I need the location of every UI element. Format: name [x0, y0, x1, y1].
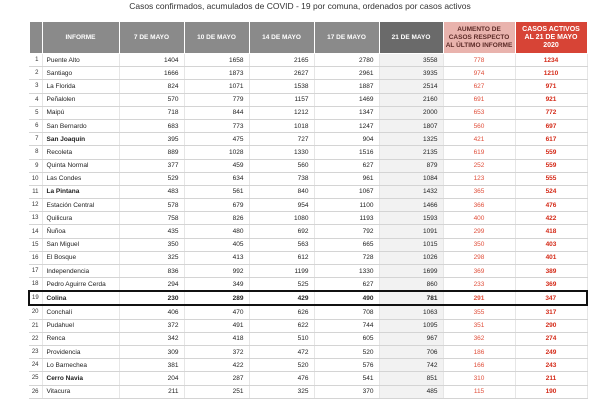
- value-may7: 204: [119, 372, 184, 385]
- value-may17: 1330: [314, 265, 379, 278]
- value-may14: 560: [249, 159, 314, 172]
- value-may21: 860: [379, 278, 443, 292]
- value-may14: 1330: [249, 146, 314, 159]
- table-row: [29, 159, 587, 172]
- table-body: [29, 54, 587, 399]
- table-row: [29, 251, 587, 264]
- value-active-cases: 1210: [515, 67, 587, 80]
- value-may21: 1466: [379, 199, 443, 212]
- value-may7: 889: [119, 146, 184, 159]
- value-increase: 653: [443, 106, 515, 119]
- comuna-name: La Florida: [42, 80, 119, 93]
- value-may17: 1247: [314, 119, 379, 132]
- row-index: 2: [29, 67, 42, 80]
- value-may10: 992: [184, 265, 249, 278]
- header-may17: 17 DE MAYO: [314, 22, 379, 54]
- comuna-name: Recoleta: [42, 146, 119, 159]
- value-increase: 310: [443, 372, 515, 385]
- table-row: [29, 93, 587, 106]
- value-increase: 252: [443, 159, 515, 172]
- row-index: 11: [29, 185, 42, 198]
- value-may10: 480: [184, 225, 249, 238]
- value-may17: 665: [314, 238, 379, 251]
- comuna-name: Renca: [42, 332, 119, 345]
- row-index: 6: [29, 119, 42, 132]
- header-may21: 21 DE MAYO: [379, 22, 443, 54]
- value-active-cases: 290: [515, 319, 587, 332]
- value-may17: 1469: [314, 93, 379, 106]
- value-may21: 1095: [379, 319, 443, 332]
- value-may21: 1026: [379, 251, 443, 264]
- value-may7: 683: [119, 119, 184, 132]
- value-may10: 826: [184, 212, 249, 225]
- table-row: [29, 119, 587, 132]
- row-index: 13: [29, 212, 42, 225]
- row-index: 20: [29, 305, 42, 319]
- header-may7: 7 DE MAYO: [119, 22, 184, 54]
- row-index: 23: [29, 345, 42, 358]
- value-may10: 251: [184, 385, 249, 398]
- comuna-name: San Joaquín: [42, 133, 119, 146]
- value-may10: 561: [184, 185, 249, 198]
- value-active-cases: 617: [515, 133, 587, 146]
- value-active-cases: 369: [515, 278, 587, 292]
- value-active-cases: 772: [515, 106, 587, 119]
- comuna-name: San Bernardo: [42, 119, 119, 132]
- table-row: [29, 225, 587, 238]
- comuna-name: Colina: [42, 291, 119, 305]
- value-may10: 418: [184, 332, 249, 345]
- value-may21: 781: [379, 291, 443, 305]
- value-may17: 605: [314, 332, 379, 345]
- value-active-cases: 971: [515, 80, 587, 93]
- value-may14: 612: [249, 251, 314, 264]
- value-may14: 1018: [249, 119, 314, 132]
- table-row: [29, 212, 587, 225]
- header-active-cases: CASOS ACTIVOS AL 21 DE MAYO 2020: [515, 22, 587, 54]
- comuna-name: Conchalí: [42, 305, 119, 319]
- value-may21: 851: [379, 372, 443, 385]
- value-may17: 2780: [314, 54, 379, 67]
- value-may10: 634: [184, 172, 249, 185]
- value-active-cases: 190: [515, 385, 587, 398]
- value-may7: 211: [119, 385, 184, 398]
- value-may7: 758: [119, 212, 184, 225]
- value-may14: 1199: [249, 265, 314, 278]
- value-may14: 626: [249, 305, 314, 319]
- value-active-cases: 476: [515, 199, 587, 212]
- value-active-cases: 403: [515, 238, 587, 251]
- table-row: [29, 133, 587, 146]
- value-may17: 708: [314, 305, 379, 319]
- value-may14: 840: [249, 185, 314, 198]
- row-index: 1: [29, 54, 42, 67]
- table-row: [29, 54, 587, 67]
- value-may10: 470: [184, 305, 249, 319]
- row-index: 4: [29, 93, 42, 106]
- value-increase: 362: [443, 332, 515, 345]
- value-increase: 560: [443, 119, 515, 132]
- value-may10: 289: [184, 291, 249, 305]
- value-may21: 1432: [379, 185, 443, 198]
- value-may10: 844: [184, 106, 249, 119]
- value-may10: 287: [184, 372, 249, 385]
- value-may14: 738: [249, 172, 314, 185]
- value-increase: 778: [443, 54, 515, 67]
- value-increase: 627: [443, 80, 515, 93]
- value-active-cases: 274: [515, 332, 587, 345]
- table-row: [29, 359, 587, 372]
- table-row: [29, 185, 587, 198]
- value-may14: 520: [249, 359, 314, 372]
- comuna-name: Cerro Navia: [42, 372, 119, 385]
- value-active-cases: 418: [515, 225, 587, 238]
- value-increase: 365: [443, 185, 515, 198]
- row-index: 16: [29, 251, 42, 264]
- value-active-cases: 697: [515, 119, 587, 132]
- comuna-name: Las Condes: [42, 172, 119, 185]
- value-may21: 1325: [379, 133, 443, 146]
- value-increase: 421: [443, 133, 515, 146]
- value-may14: 429: [249, 291, 314, 305]
- row-index: 10: [29, 172, 42, 185]
- table-row: [29, 265, 587, 278]
- value-may14: 692: [249, 225, 314, 238]
- value-may10: 679: [184, 199, 249, 212]
- table-row: [29, 172, 587, 185]
- header-informe: INFORME: [42, 22, 119, 54]
- table-row: [29, 238, 587, 251]
- value-may7: 350: [119, 238, 184, 251]
- value-active-cases: 401: [515, 251, 587, 264]
- comuna-name: Vitacura: [42, 385, 119, 398]
- header-may10: 10 DE MAYO: [184, 22, 249, 54]
- comuna-name: Lo Barnechea: [42, 359, 119, 372]
- table-row: [29, 332, 587, 345]
- value-may21: 1593: [379, 212, 443, 225]
- value-increase: 974: [443, 67, 515, 80]
- comuna-name: Independencia: [42, 265, 119, 278]
- value-may14: 1157: [249, 93, 314, 106]
- value-may7: 372: [119, 319, 184, 332]
- value-may17: 1516: [314, 146, 379, 159]
- value-may17: 1067: [314, 185, 379, 198]
- value-may17: 904: [314, 133, 379, 146]
- value-may17: 792: [314, 225, 379, 238]
- value-may10: 349: [184, 278, 249, 292]
- comuna-name: Quinta Normal: [42, 159, 119, 172]
- value-active-cases: 317: [515, 305, 587, 319]
- comuna-name: Ñuñoa: [42, 225, 119, 238]
- value-may10: 1873: [184, 67, 249, 80]
- value-may10: 459: [184, 159, 249, 172]
- value-may14: 2165: [249, 54, 314, 67]
- value-may10: 372: [184, 345, 249, 358]
- row-index: 21: [29, 319, 42, 332]
- value-may7: 836: [119, 265, 184, 278]
- header-index: [29, 22, 42, 54]
- value-active-cases: 243: [515, 359, 587, 372]
- value-may17: 627: [314, 159, 379, 172]
- row-index: 17: [29, 265, 42, 278]
- value-may7: 578: [119, 199, 184, 212]
- value-may7: 718: [119, 106, 184, 119]
- table-header-row: [29, 22, 587, 54]
- comuna-name: Puente Alto: [42, 54, 119, 67]
- value-may14: 1212: [249, 106, 314, 119]
- value-may7: 377: [119, 159, 184, 172]
- value-may14: 476: [249, 372, 314, 385]
- document-title: Casos confirmados, acumulados de COVID - 19 por comuna, ordenados por casos activos: [129, 1, 471, 11]
- table-row: [29, 278, 587, 292]
- comuna-name: Peñalolen: [42, 93, 119, 106]
- table-row: [29, 305, 587, 319]
- header-may14: 14 DE MAYO: [249, 22, 314, 54]
- value-may17: 2961: [314, 67, 379, 80]
- value-may17: 370: [314, 385, 379, 398]
- value-active-cases: 559: [515, 146, 587, 159]
- value-increase: 123: [443, 172, 515, 185]
- row-index: 12: [29, 199, 42, 212]
- value-may10: 779: [184, 93, 249, 106]
- comuna-name: Quilicura: [42, 212, 119, 225]
- value-increase: 115: [443, 385, 515, 398]
- value-increase: 400: [443, 212, 515, 225]
- value-increase: 350: [443, 238, 515, 251]
- value-active-cases: 921: [515, 93, 587, 106]
- value-may21: 967: [379, 332, 443, 345]
- comuna-name: La Pintana: [42, 185, 119, 198]
- value-may14: 2627: [249, 67, 314, 80]
- row-index: 18: [29, 278, 42, 292]
- table-row: [29, 345, 587, 358]
- comuna-name: Estación Central: [42, 199, 119, 212]
- value-may17: 1347: [314, 106, 379, 119]
- value-may7: 406: [119, 305, 184, 319]
- value-increase: 299: [443, 225, 515, 238]
- value-may21: 1015: [379, 238, 443, 251]
- value-active-cases: 422: [515, 212, 587, 225]
- value-may7: 342: [119, 332, 184, 345]
- row-index: 24: [29, 359, 42, 372]
- value-may14: 727: [249, 133, 314, 146]
- comuna-name: El Bosque: [42, 251, 119, 264]
- comuna-name: Pedro Aguirre Cerda: [42, 278, 119, 292]
- table-row: [29, 146, 587, 159]
- value-may21: 1084: [379, 172, 443, 185]
- value-may21: 2160: [379, 93, 443, 106]
- value-active-cases: 559: [515, 159, 587, 172]
- row-index: 15: [29, 238, 42, 251]
- value-may17: 627: [314, 278, 379, 292]
- value-may7: 230: [119, 291, 184, 305]
- value-may7: 435: [119, 225, 184, 238]
- value-may17: 1100: [314, 199, 379, 212]
- value-increase: 351: [443, 319, 515, 332]
- value-may10: 413: [184, 251, 249, 264]
- value-may14: 510: [249, 332, 314, 345]
- value-may10: 475: [184, 133, 249, 146]
- value-may14: 622: [249, 319, 314, 332]
- value-may14: 1080: [249, 212, 314, 225]
- value-active-cases: 1234: [515, 54, 587, 67]
- value-may21: 1699: [379, 265, 443, 278]
- value-may14: 472: [249, 345, 314, 358]
- value-may7: 483: [119, 185, 184, 198]
- header-increase: AUMENTO DE CASOS RESPECTO AL ÚLTIMO INFORME: [443, 22, 515, 54]
- value-may21: 1063: [379, 305, 443, 319]
- comuna-name: Pudahuel: [42, 319, 119, 332]
- value-active-cases: 389: [515, 265, 587, 278]
- value-may7: 309: [119, 345, 184, 358]
- value-active-cases: 555: [515, 172, 587, 185]
- value-may7: 294: [119, 278, 184, 292]
- value-may17: 728: [314, 251, 379, 264]
- value-may17: 576: [314, 359, 379, 372]
- row-index: 26: [29, 385, 42, 398]
- value-may14: 563: [249, 238, 314, 251]
- value-may7: 529: [119, 172, 184, 185]
- row-index: 3: [29, 80, 42, 93]
- value-may10: 491: [184, 319, 249, 332]
- value-may21: 706: [379, 345, 443, 358]
- comuna-name: Providencia: [42, 345, 119, 358]
- value-may7: 570: [119, 93, 184, 106]
- value-increase: 291: [443, 291, 515, 305]
- value-increase: 619: [443, 146, 515, 159]
- value-active-cases: 524: [515, 185, 587, 198]
- value-may10: 1028: [184, 146, 249, 159]
- comuna-name: Maipú: [42, 106, 119, 119]
- value-may7: 824: [119, 80, 184, 93]
- value-may10: 773: [184, 119, 249, 132]
- table-row: [29, 80, 587, 93]
- value-may21: 3558: [379, 54, 443, 67]
- value-may17: 520: [314, 345, 379, 358]
- comuna-name: Santiago: [42, 67, 119, 80]
- value-increase: 691: [443, 93, 515, 106]
- table-row: [29, 319, 587, 332]
- value-may10: 422: [184, 359, 249, 372]
- value-increase: 298: [443, 251, 515, 264]
- table-row: [29, 106, 587, 119]
- value-may14: 525: [249, 278, 314, 292]
- covid-cases-table: [28, 21, 588, 399]
- value-active-cases: 211: [515, 372, 587, 385]
- value-may21: 2514: [379, 80, 443, 93]
- value-active-cases: 347: [515, 291, 587, 305]
- value-may17: 744: [314, 319, 379, 332]
- value-active-cases: 249: [515, 345, 587, 358]
- value-may17: 1193: [314, 212, 379, 225]
- value-may21: 2000: [379, 106, 443, 119]
- value-increase: 233: [443, 278, 515, 292]
- row-index: 22: [29, 332, 42, 345]
- value-may7: 395: [119, 133, 184, 146]
- row-index: 5: [29, 106, 42, 119]
- value-may10: 405: [184, 238, 249, 251]
- value-increase: 366: [443, 199, 515, 212]
- value-may7: 1666: [119, 67, 184, 80]
- value-may14: 325: [249, 385, 314, 398]
- row-index: 8: [29, 146, 42, 159]
- comuna-name: San Miguel: [42, 238, 119, 251]
- row-index: 14: [29, 225, 42, 238]
- value-may17: 490: [314, 291, 379, 305]
- value-may17: 961: [314, 172, 379, 185]
- row-index: 25: [29, 372, 42, 385]
- table-row: [29, 67, 587, 80]
- value-may21: 3935: [379, 67, 443, 80]
- value-may17: 541: [314, 372, 379, 385]
- table-row: [29, 372, 587, 385]
- value-may10: 1658: [184, 54, 249, 67]
- value-may14: 954: [249, 199, 314, 212]
- value-increase: 355: [443, 305, 515, 319]
- value-increase: 166: [443, 359, 515, 372]
- value-may21: 1807: [379, 119, 443, 132]
- value-may14: 1538: [249, 80, 314, 93]
- value-increase: 186: [443, 345, 515, 358]
- value-may7: 1404: [119, 54, 184, 67]
- table-row: [29, 199, 587, 212]
- value-may21: 2135: [379, 146, 443, 159]
- value-may7: 325: [119, 251, 184, 264]
- value-may21: 879: [379, 159, 443, 172]
- value-may21: 1091: [379, 225, 443, 238]
- value-may21: 742: [379, 359, 443, 372]
- value-may21: 485: [379, 385, 443, 398]
- row-index: 9: [29, 159, 42, 172]
- row-index: 19: [29, 291, 42, 305]
- row-index: 7: [29, 133, 42, 146]
- table-row: [29, 385, 587, 398]
- value-may7: 381: [119, 359, 184, 372]
- value-increase: 369: [443, 265, 515, 278]
- value-may17: 1887: [314, 80, 379, 93]
- table-row: [29, 291, 587, 305]
- value-may10: 1071: [184, 80, 249, 93]
